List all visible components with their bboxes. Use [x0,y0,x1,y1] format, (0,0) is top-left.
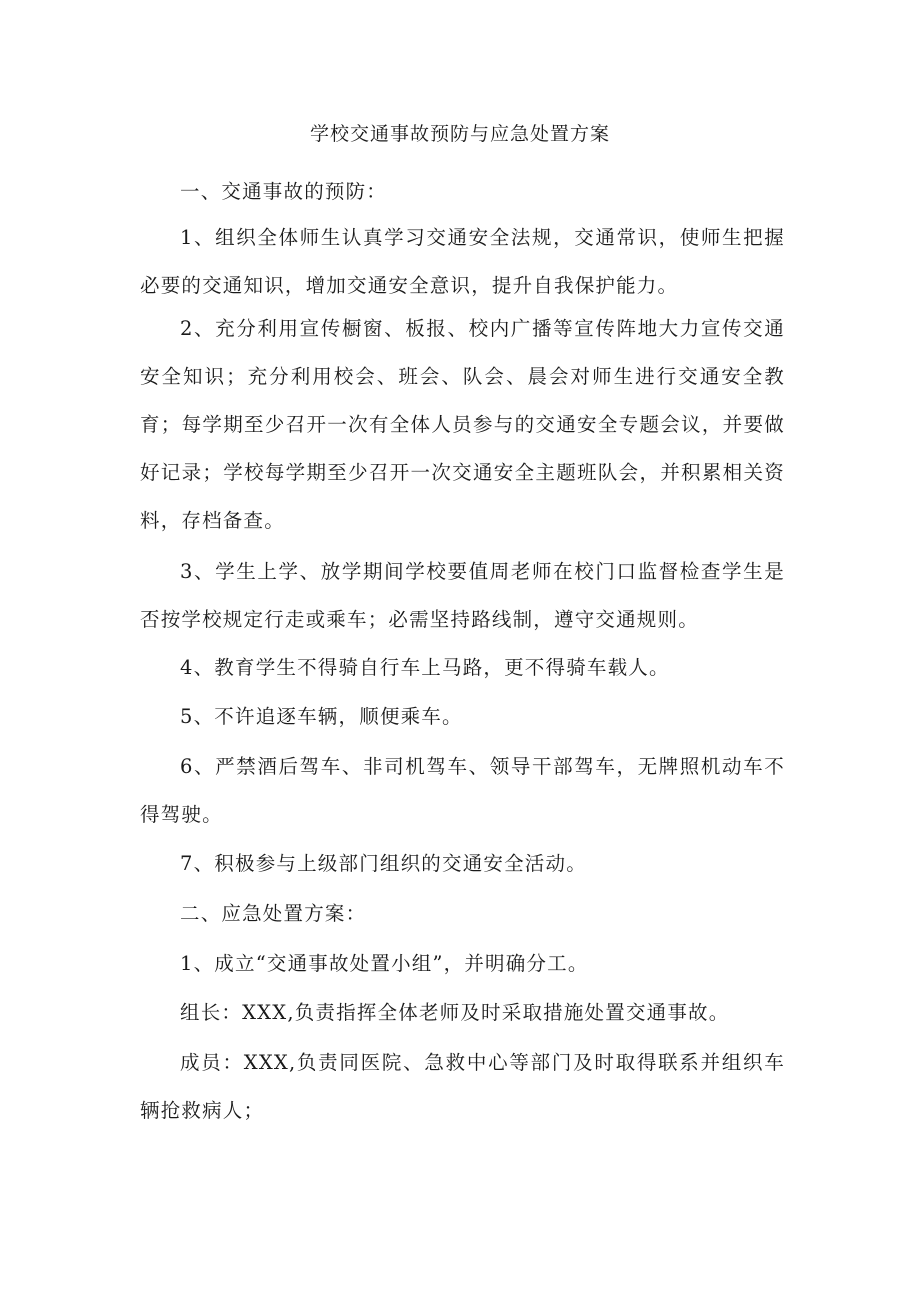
paragraph-item-2: 2、充分利用宣传橱窗、板报、校内广播等宣传阵地大力宣传交通安全知识；充分利用校会、班会、队会、晨会对师生进行交通安全教育；每学期至少召开一次有全体人员参与的交通安全专题会议，并要做好记录；学校每学期至少召开一次交通安全主题班队会，并积累相关资料，存档备查。 [140,317,785,532]
paragraph-item-6: 6、严禁酒后驾车、非司机驾车、领导干部驾车，无牌照机动车不得驾驶。 [140,755,785,826]
paragraph-item-5: 5、不许追逐车辆，顺便乘车。 [180,705,463,728]
paragraph-item-7: 7、积极参与上级部门组织的交通安全活动。 [180,852,587,875]
paragraph-item-3: 3、学生上学、放学期间学校要值周老师在校门口监督检查学生是否按学校规定行走或乘车；必需坚持路线制，遵守交通规则。 [140,560,785,631]
paragraph-team-leader: 组长：XXX,负责指挥全体老师及时采取措施处置交通事故。 [180,1001,730,1024]
document-title: 学校交通事故预防与应急处置方案 [309,123,610,145]
section-heading-prevention: 一、交通事故的预防： [180,180,388,203]
paragraph-team-member: 成员：XXX,负责同医院、急救中心等部门及时取得联系并组织车辆抢救病人； [140,1051,785,1122]
section-heading-emergency: 二、应急处置方案： [180,902,367,925]
paragraph-emergency-1: 1、成立“交通事故处置小组”，并明确分工。 [180,952,589,975]
paragraph-item-1: 1、组织全体师生认真学习交通安全法规，交通常识，使师生把握必要的交通知识，增加交通安全意识，提升自我保护能力。 [140,226,785,297]
paragraph-item-4: 4、教育学生不得骑自行车上马路，更不得骑车载人。 [180,656,670,679]
